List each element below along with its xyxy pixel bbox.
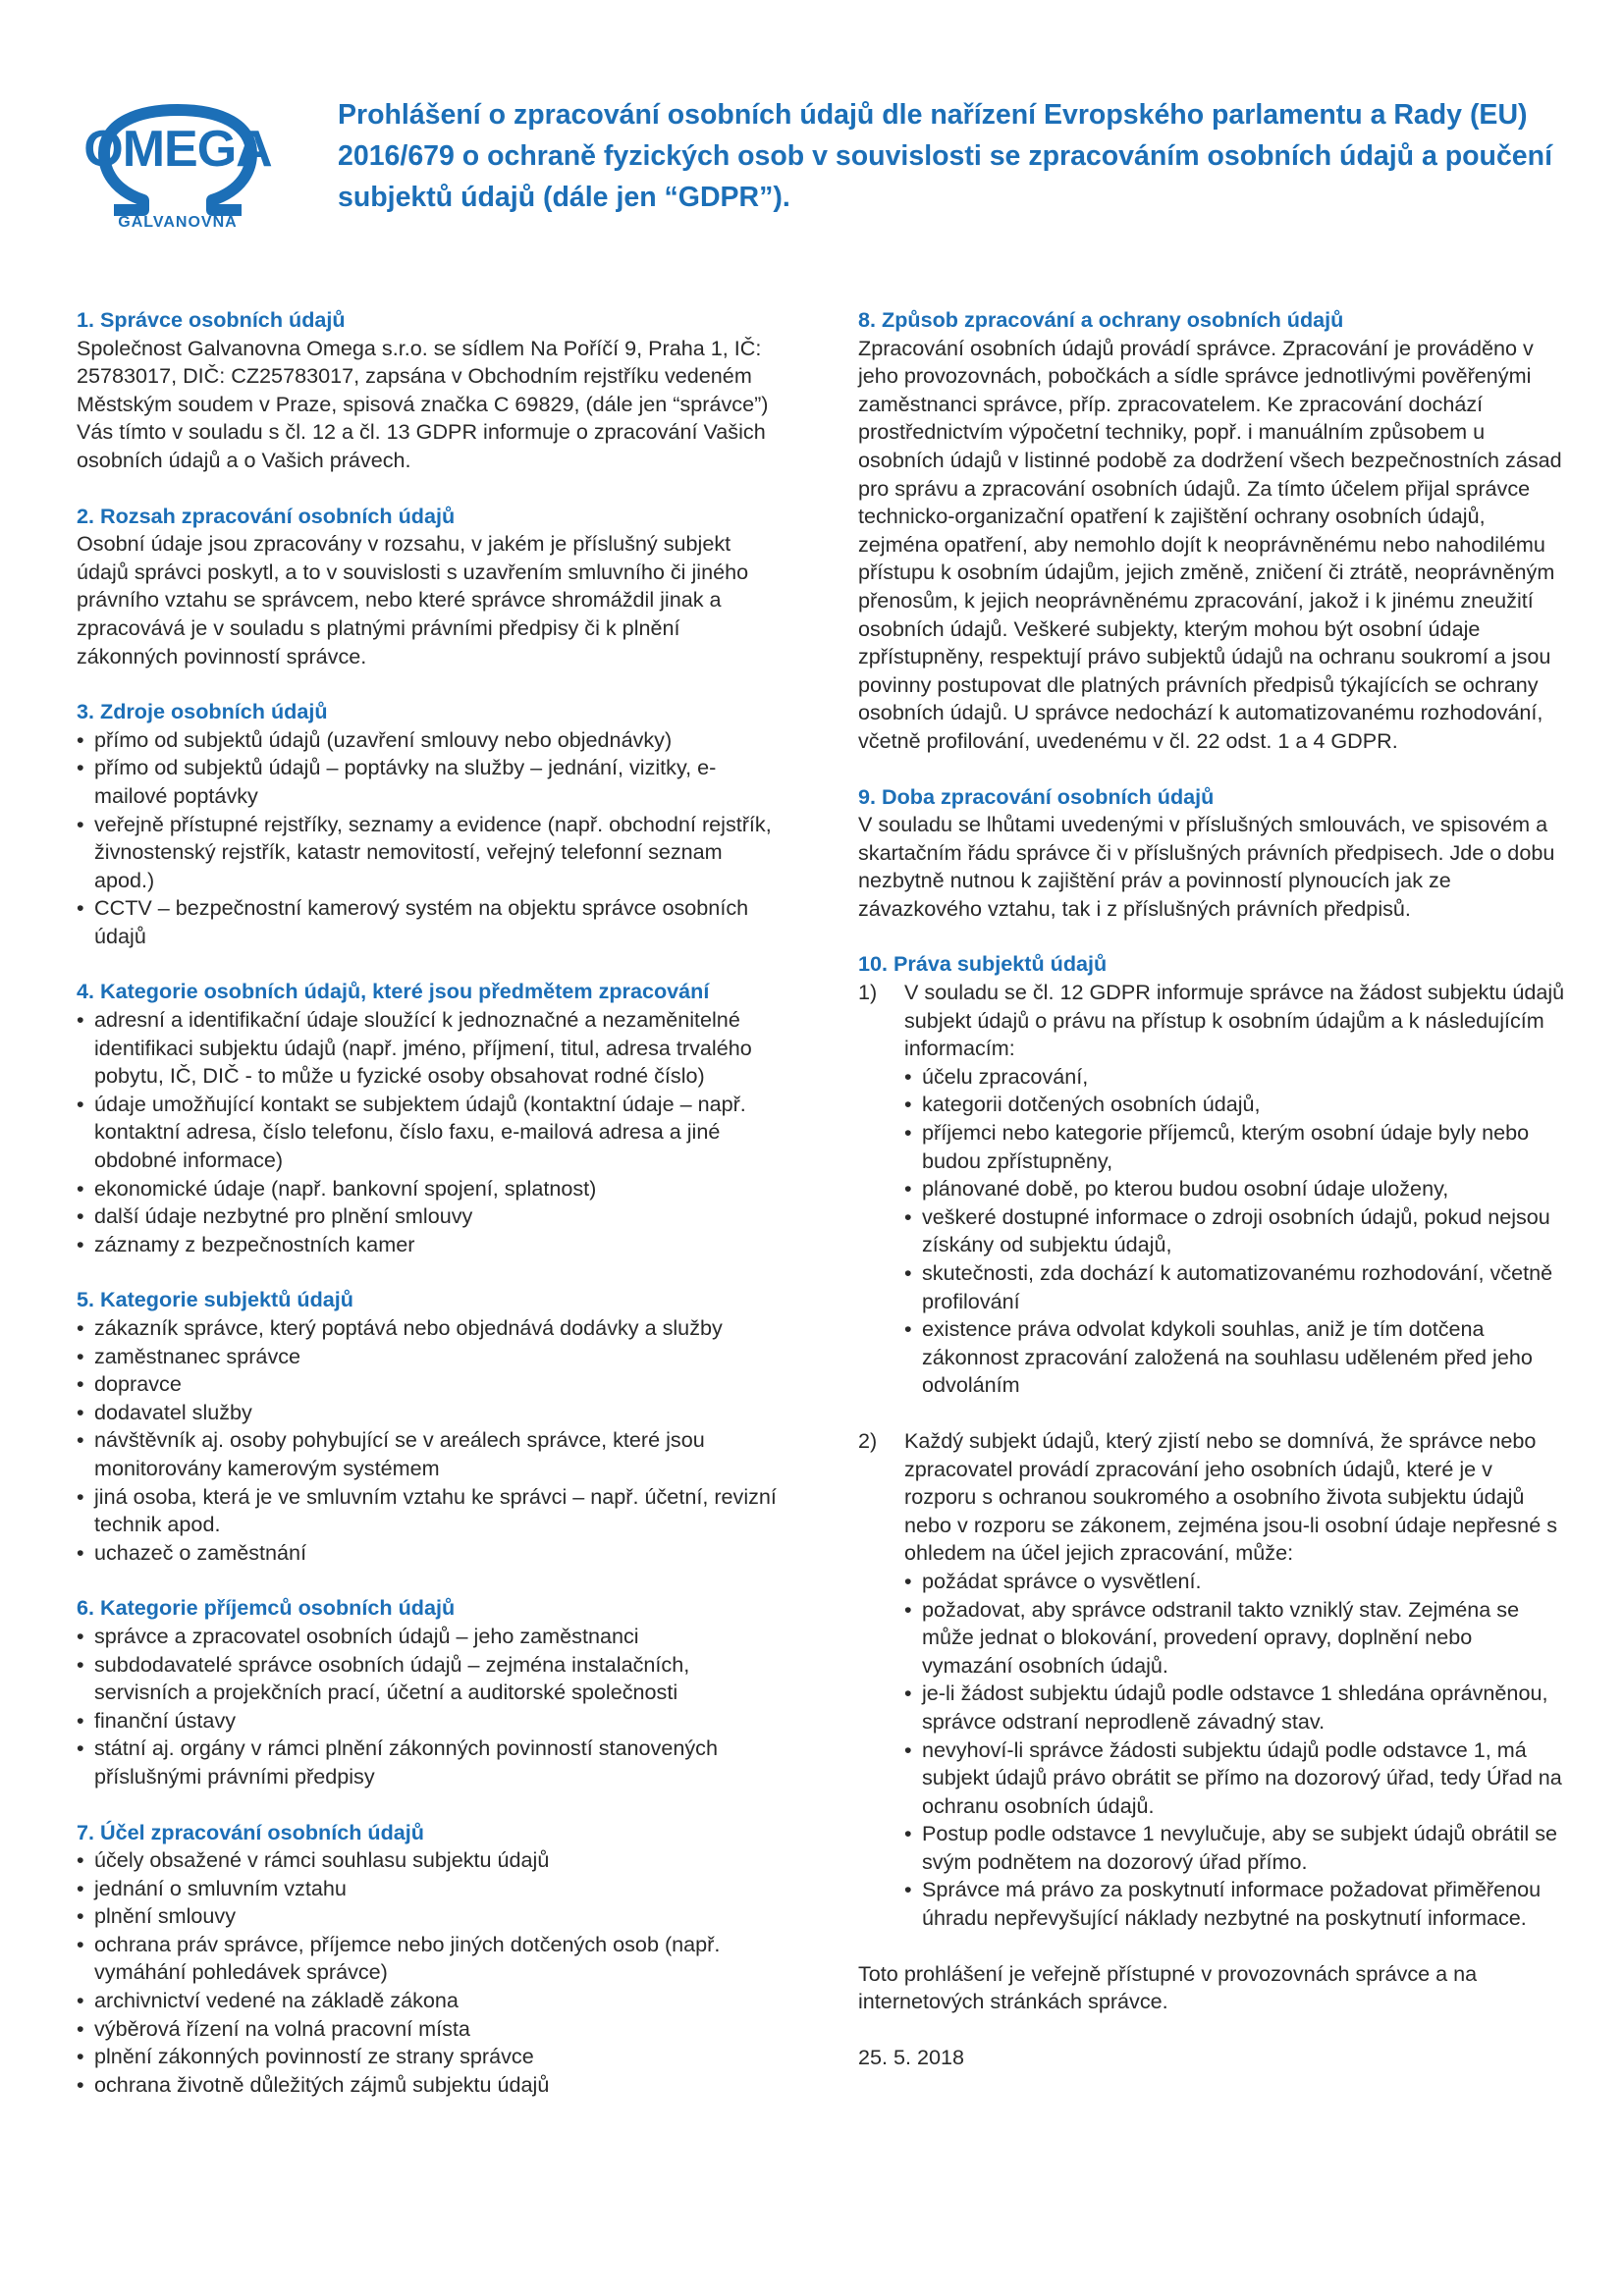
list-item: • veškeré dostupné informace o zdroji osobních údajů, pokud nejsou získány od subjektu údajů,: [904, 1203, 1565, 1259]
list-item: • požadovat, aby správce odstranil takto vzniklý stav. Zejména se může jednat o blokování, provedení opravy, doplnění nebo vymazání osobních údajů.: [904, 1596, 1565, 1681]
list-item: • návštěvník aj. osoby pohybující se v areálech správce, které jsou monitorovány kamerovým systémem: [77, 1426, 784, 1482]
list-item: • zaměstnanec správce: [77, 1343, 784, 1371]
list-item: • je-li žádost subjektu údajů podle odstavce 1 shledána oprávněnou, správce odstraní neprodleně závadný stav.: [904, 1680, 1565, 1735]
section-1: [77, 306, 784, 475]
list-item: • ochrana životně důležitých zájmů subjektu údajů: [77, 2071, 784, 2100]
list-item: • archivnictví vedené na základě zákona: [77, 1987, 784, 2015]
section-3: [77, 698, 784, 950]
section-heading: 2. Rozsah zpracování osobních údajů: [77, 503, 456, 528]
list-item: • nevyhoví-li správce žádosti subjektu údajů podle odstavce 1, má subjekt údajů právo obrátit se přímo na dozorový úřad, tedy Úřad na ochranu osobních údajů.: [904, 1736, 1565, 1821]
company-logo: [75, 102, 281, 240]
list-item: • správce a zpracovatel osobních údajů – jeho zaměstnanci: [77, 1623, 784, 1651]
list-item: • dodavatel služby: [77, 1399, 784, 1427]
bullet-list: [77, 726, 784, 951]
list-item: • Postup podle odstavce 1 nevylučuje, aby se subjekt údajů obrátil se svým podnětem na dozorový úřad přímo.: [904, 1820, 1565, 1876]
list-item: • adresní a identifikační údaje sloužící k jednoznačné a nezaměnitelné identifikaci subjektu údajů (např. jméno, příjmení, titul, adresa trvalého pobytu, IČ, DIČ - to může u fyzické osoby obsahovat rodné číslo): [77, 1006, 784, 1091]
bullet-list: [77, 1314, 784, 1567]
list-item: • veřejně přístupné rejstříky, seznamy a evidence (např. obchodní rejstřík, živnostenský rejstřík, katastr nemovitostí, veřejný telefonní seznam apod.): [77, 811, 784, 895]
section-heading: 6. Kategorie příjemců osobních údajů: [77, 1595, 456, 1621]
paragraph-number: 2): [858, 1427, 878, 1453]
bullet-list: [77, 1006, 784, 1258]
list-item: • přímo od subjektů údajů – poptávky na služby – jednání, vizitky, e-mailové poptávky: [77, 754, 784, 810]
list-item: • údaje umožňující kontakt se subjektem údajů (kontaktní údaje – např. kontaktní adresa, číslo telefonu, číslo faxu, e-mailová adresa a jiné obdobné informace): [77, 1091, 784, 1175]
section-text: Osobní údaje jsou zpracovány v rozsahu, v jakém je příslušný subjekt údajů správci poskytl, a to v souvislosti s uzavřením smluvního či jiného právního vztahu se správcem, nebo které správce shromáždil jinak a zpracovává je v souladu s platnými právními předpisy či k plnění zákonných povinností správce.: [77, 531, 749, 668]
list-item: • Správce má právo za poskytnutí informace požadovat přiměřenou úhradu nepřevyšující náklady nezbytné na poskytnutí informace.: [904, 1876, 1565, 1932]
list-item: • subdodavatelé správce osobních údajů – zejména instalačních, servisních a projekčních prací, účetní a auditorské společnosti: [77, 1651, 784, 1707]
list-item: • zákazník správce, který poptává nebo objednává dodávky a služby: [77, 1314, 784, 1343]
section-5: [77, 1286, 784, 1567]
right-column: [858, 306, 1565, 2099]
sub-bullet-list: [858, 1568, 1565, 1933]
section-heading: 10. Práva subjektů údajů: [858, 951, 1108, 977]
section-heading: 9. Doba zpracování osobních údajů: [858, 783, 1215, 809]
section-10: [858, 950, 1565, 1932]
logo-subtitle: GALVANOVNA: [118, 214, 238, 231]
section-heading: 8. Způsob zpracování a ochrany osobních údajů: [858, 307, 1344, 332]
list-item: • jednání o smluvním vztahu: [77, 1875, 784, 1903]
document-title: Prohlášení o zpracování osobních údajů dle nařízení Evropského parlamentu a Rady (EU) 2016/679 o ochraně fyzických osob v souvislosti se zpracováním osobních údajů a poučení subjektů údajů (dále jen “GDPR”).: [338, 99, 1552, 213]
list-item: • účely obsažené v rámci souhlasu subjektu údajů: [77, 1846, 784, 1875]
section-9: [858, 783, 1565, 924]
paragraph-text: Každý subjekt údajů, který zjistí nebo se domnívá, že správce nebo zpracovatel provádí zpracování jeho osobních údajů, které je v rozporu s ochranou soukromého a osobního života subjektu údajů nebo v rozporu se zákonem, zejména jsou-li osobní údaje nepřesné s ohledem na účel jejich zpracování, může:: [904, 1427, 1557, 1566]
list-item: • přímo od subjektů údajů (uzavření smlouvy nebo objednávky): [77, 726, 784, 755]
section-heading: 7. Účel zpracování osobních údajů: [77, 1819, 424, 1844]
list-item: • příjemci nebo kategorie příjemců, kterým osobní údaje byly nebo budou zpřístupněny,: [904, 1119, 1565, 1175]
section-heading: 5. Kategorie subjektů údajů: [77, 1287, 353, 1312]
list-item: • uchazeč o zaměstnání: [77, 1539, 784, 1568]
list-item: • záznamy z bezpečnostních kamer: [77, 1231, 784, 1259]
section-text: Zpracování osobních údajů provádí správce. Zpracování je prováděno v jeho provozovnách, pobočkách a sídle správce jednotlivými pověřenými zaměstnanci správce, příp. zpracovatelem. Ke zpracování dochází prostřednictvím výpočetní techniky, popř. i manuálním způsobem u osobních údajů v listinné podobě za dodržení všech bezpečnostních zásad pro správu a zpracování osobních údajů. Za tímto účelem přijal správce technicko-organizační opatření k zajištění ochrany osobních údajů, zejména opatření, aby nemohlo dojít k neoprávněnému nebo nahodilému přístupu k osobním údajům, jejich změně, zničení či ztrátě, neoprávněným přenosům, k jejich neoprávněnému zpracování, jakož i k jinému zneužití osobních údajů. Veškeré subjekty, kterým mohou být osobní údaje zpřístupněny, respektují právo subjektů údajů na ochranu soukromí a jsou povinny postupovat dle platných právních předpisů týkajících se ochrany osobních údajů. U správce nedochází k automatizovanému rozhodování, včetně profilování, uvedenému v čl. 22 odst. 1 a 4 GDPR.: [858, 335, 1562, 753]
left-column: [77, 306, 784, 2126]
list-item: • účelu zpracování,: [904, 1063, 1565, 1092]
list-item: • kategorii dotčených osobních údajů,: [904, 1091, 1565, 1119]
section-8: [858, 306, 1565, 756]
list-item: • existence práva odvolat kdykoli souhlas, aniž je tím dotčena zákonnost zpracování založená na souhlasu uděleném před jeho odvoláním: [904, 1315, 1565, 1400]
list-item: • jiná osoba, která je ve smluvním vztahu ke správci – např. účetní, revizní technik apod.: [77, 1483, 784, 1539]
list-item: • skutečnosti, zda dochází k automatizovanému rozhodování, včetně profilování: [904, 1259, 1565, 1315]
section-4: [77, 978, 784, 1258]
list-item: • ochrana práv správce, příjemce nebo jiných dotčených osob (např. vymáhání pohledávek správce): [77, 1931, 784, 1987]
numbered-paragraph-2: [858, 1427, 1565, 1568]
sub-bullet-list: [858, 1063, 1565, 1400]
logo-wordmark: OMEGA: [83, 121, 272, 178]
list-item: • výběrová řízení na volná pracovní místa: [77, 2015, 784, 2044]
section-text: Společnost Galvanovna Omega s.r.o. se sídlem Na Poříčí 9, Praha 1, IČ: 25783017, DIČ: CZ25783017, zapsána v Obchodním rejstříku vedeném Městským soudem v Praze, spisová značka C 69829, (dále jen “správce”) Vás tímto v souladu s čl. 12 a čl. 13 GDPR informuje o zpracování Vašich osobních údajů a o Vašich právech.: [77, 335, 769, 472]
numbered-paragraph-1: [858, 979, 1565, 1063]
section-heading: 4. Kategorie osobních údajů, které jsou předmětem zpracování: [77, 979, 710, 1004]
bullet-list: [77, 1623, 784, 1791]
section-2: [77, 503, 784, 671]
list-item: • plánované době, po kterou budou osobní údaje uloženy,: [904, 1175, 1565, 1203]
paragraph-text: V souladu se čl. 12 GDPR informuje správce na žádost subjektu údajů subjekt údajů o právu na přístup k osobním údajům a k následujícím informacím:: [904, 980, 1565, 1061]
list-item: • plnění smlouvy: [77, 1902, 784, 1931]
list-item: • CCTV – bezpečnostní kamerový systém na objektu správce osobních údajů: [77, 894, 784, 950]
list-item: • finanční ústavy: [77, 1707, 784, 1735]
document-date: 25. 5. 2018: [858, 2044, 965, 2069]
list-item: • ekonomické údaje (např. bankovní spojení, splatnost): [77, 1175, 784, 1203]
section-text: V souladu se lhůtami uvedenými v příslušných smlouvách, ve spisovém a skartačním řádu správce či v příslušných právních předpisech. Jde o dobu nezbytně nutnou k zajištění práv a povinností plynoucích jak ze závazkového vztahu, tak i z příslušných právních předpisů.: [858, 812, 1555, 921]
list-item: • plnění zákonných povinností ze strany správce: [77, 2043, 784, 2071]
list-item: • dopravce: [77, 1370, 784, 1399]
paragraph-number: 1): [858, 980, 878, 1005]
section-7: [77, 1819, 784, 2100]
section-heading: 1. Správce osobních údajů: [77, 307, 346, 332]
list-item: • další údaje nezbytné pro plnění smlouvy: [77, 1202, 784, 1231]
section-6: [77, 1594, 784, 1790]
section-heading: 3. Zdroje osobních údajů: [77, 699, 328, 724]
closing-statement: Toto prohlášení je veřejně přístupné v provozovnách správce a na internetových stránkách správce.: [858, 1960, 1478, 2014]
list-item: • požádat správce o vysvětlení.: [904, 1568, 1565, 1596]
bullet-list: [77, 1846, 784, 2099]
list-item: • státní aj. orgány v rámci plnění zákonných povinností stanovených příslušnými právními předpisy: [77, 1735, 784, 1790]
